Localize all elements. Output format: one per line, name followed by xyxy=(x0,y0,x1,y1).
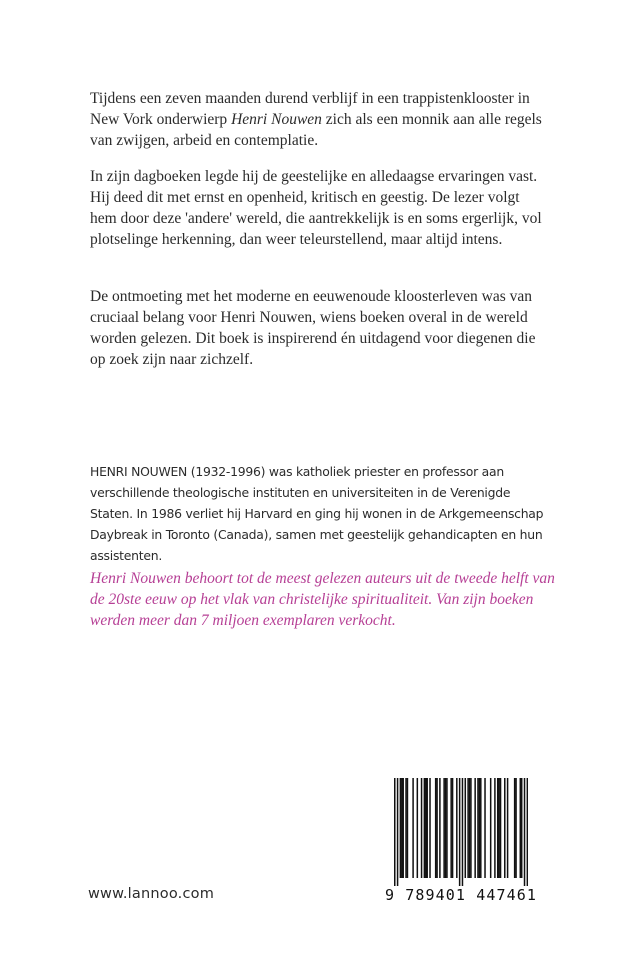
barcode-bar xyxy=(436,778,438,878)
barcode-bar xyxy=(507,778,509,878)
isbn-number: 9 789401 447461 xyxy=(385,886,537,904)
barcode-bar xyxy=(497,778,499,878)
barcode-bar xyxy=(446,778,448,878)
barcode-bar xyxy=(500,778,502,878)
barcode-bar xyxy=(527,778,528,886)
barcode-bar xyxy=(479,778,481,878)
barcode-bar xyxy=(439,778,441,878)
blurb-paragraph-1 xyxy=(90,88,545,151)
barcode-bar xyxy=(484,778,486,878)
blurb-paragraph-3: De ontmoeting met het moderne en eeuwenoude kloosterleven was van cruciaal belang voor Henri Nouwen, wiens boeken overal in de wereld worden gelezen. Dit boek is inspirerend én uitdagend voor diegenen die op zoek zijn naar zichzelf. xyxy=(90,288,536,368)
barcode-bar xyxy=(429,778,431,878)
publisher-url[interactable]: www.lannoo.com xyxy=(88,886,215,902)
barcode-bar xyxy=(407,778,409,878)
barcode-bar xyxy=(394,778,396,886)
barcode-bar xyxy=(412,778,414,878)
barcode-bar xyxy=(450,778,452,878)
barcode-bar xyxy=(490,778,492,878)
barcode-bar xyxy=(443,778,445,878)
barcode-bar xyxy=(425,778,427,878)
barcode-bar xyxy=(494,778,496,878)
barcode-bar xyxy=(462,778,464,886)
barcode-bar xyxy=(469,778,471,878)
barcode-bar xyxy=(459,778,461,886)
barcode-bar xyxy=(405,778,407,878)
barcode-bar xyxy=(477,778,479,878)
barcode-bar xyxy=(521,778,523,878)
barcode-bar xyxy=(426,778,428,878)
barcode-bar xyxy=(467,778,469,878)
blurb-p1-after: zich als een monnik aan alle regels van zwijgen, arbeid en contemplatie. xyxy=(90,111,542,149)
author-bio: HENRI NOUWEN (1932-1996) was katholiek priester en professor aan verschillende theologische instituten en universiteiten in de Verenigde Staten. In 1986 verliet hij Harvard en ging hij wonen in de Arkgemeenschap Daybreak in Toronto (Canada), samen met geestelijk gehandicapten en hun assistenten. xyxy=(90,464,544,563)
barcode-bar xyxy=(417,778,419,878)
barcode-bar xyxy=(504,778,506,878)
barcode-bar xyxy=(465,778,467,878)
barcode-bar xyxy=(401,778,403,878)
barcode-bar xyxy=(498,778,500,878)
blurb-paragraph-2: In zijn dagboeken legde hij de geestelijke en alledaagse ervaringen vast. Hij deed dit met ernst en openheid, kritisch en geestig. De lezer volgt hem door deze 'andere' wereld, die aantrekkelijk is en soms ergerlijk, vol plotselinge herkenning, dan weer teleurstellend, maar altijd intens. xyxy=(90,168,542,248)
barcode-bar xyxy=(515,778,517,878)
barcode-bar xyxy=(424,778,426,878)
barcode-bar xyxy=(456,778,458,878)
author-name: Henri Nouwen xyxy=(231,111,322,128)
barcode-bar xyxy=(397,778,399,886)
barcode-bar xyxy=(402,778,404,878)
barcode-bar xyxy=(480,778,482,878)
barcode-bar xyxy=(514,778,516,878)
barcode-bars xyxy=(394,778,528,886)
barcode-bar xyxy=(452,778,454,878)
blurb-p1-before: Tijdens een zeven maanden durend verblijf in een trappistenklooster in New Vork onderwierp xyxy=(90,90,530,128)
barcode-bar xyxy=(445,778,447,878)
barcode-bar xyxy=(421,778,423,878)
barcode-bar xyxy=(400,778,402,878)
barcode-bar xyxy=(470,778,472,878)
barcode-bar xyxy=(474,778,476,878)
barcode-bar xyxy=(435,778,437,878)
author-quote: Henri Nouwen behoort tot de meest gelezen auteurs uit de tweede helft van de 20ste eeuw op het vlak van christelijke spiritualiteit. Van zijn boeken werden meer dan 7 miljoen exemplaren verkocht. xyxy=(90,570,555,629)
barcode-bar xyxy=(520,778,522,878)
barcode-bar xyxy=(524,778,526,886)
